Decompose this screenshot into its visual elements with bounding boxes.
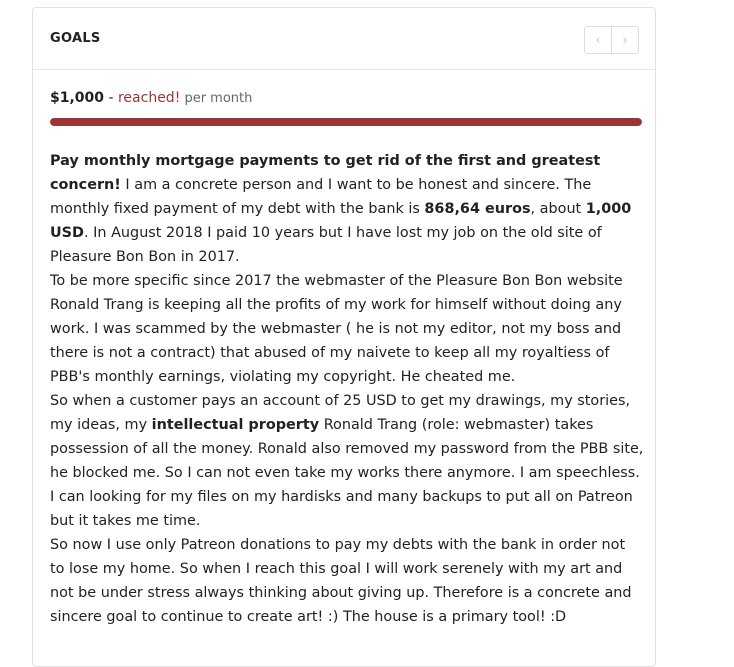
goal-summary: [50, 90, 252, 106]
goals-pager: [584, 26, 639, 54]
description-usd: 1,000 USD: [50, 201, 632, 241]
chevron-left-icon: ‹: [595, 32, 601, 48]
description-text: , about: [530, 201, 586, 217]
goal-progress-fill: [50, 118, 642, 126]
description-text: So when a customer pays an account of 25 USD to get my drawings, my stories, my ideas, my: [50, 393, 631, 433]
goal-status: reached!: [117, 90, 181, 106]
previous-goal-button[interactable]: [585, 27, 611, 53]
goals-title: GOALS: [50, 31, 101, 46]
description-paragraph-3: [50, 389, 644, 533]
description-euros: 868,64 euros: [424, 201, 531, 217]
goal-separator: -: [104, 90, 118, 106]
goal-progress-bar: [50, 118, 642, 126]
next-goal-button[interactable]: [611, 27, 638, 53]
goal-description: [50, 149, 644, 629]
description-paragraph-2: To be more specific since 2017 the webmaster of the Pleasure Bon Bon website Ronald Trang is keeping all the profits of my work for himself without doing any work. I was scammed by the webmaster ( he is not my editor, not my boss and there is not a contract) that abused of my naivete to keep all my royaltiess of PBB's monthly earnings, violating my copyright. He cheated me.: [50, 273, 623, 385]
goal-period: per month: [180, 91, 253, 106]
goals-card: [32, 7, 656, 667]
description-text: . In August 2018 I paid 10 years but I have lost my job on the old site of Pleasure Bon Bon in 2017.: [50, 225, 602, 265]
description-headline: Pay monthly mortgage payments to get rid of the first and greatest concern!: [50, 153, 601, 193]
description-text: Ronald Trang (role: webmaster) takes possession of all the money. Ronald also removed my password from the PBB site, he blocked me. So I can not even take my works there anymore. I am speechless. I can looking for my files on my hardisks and many backups to put all on Patreon but it takes me time.: [50, 417, 644, 529]
goal-amount: $1,000: [50, 90, 105, 106]
description-intellectual-property: intellectual property: [151, 417, 320, 433]
chevron-right-icon: ›: [622, 32, 628, 48]
description-paragraph-1: [50, 149, 644, 269]
goals-header: [33, 8, 655, 70]
description-text: I am a concrete person and I want to be honest and sincere. The monthly fixed payment of my debt with the bank is: [50, 177, 592, 217]
description-paragraph-4: So now I use only Patreon donations to pay my debts with the bank in order not to lose my home. So when I reach this goal I will work serenely with my art and not be under stress always thinking about giving up. Therefore is a concrete and sincere goal to continue to create art! :) The house is a primary tool! :D: [50, 537, 632, 625]
